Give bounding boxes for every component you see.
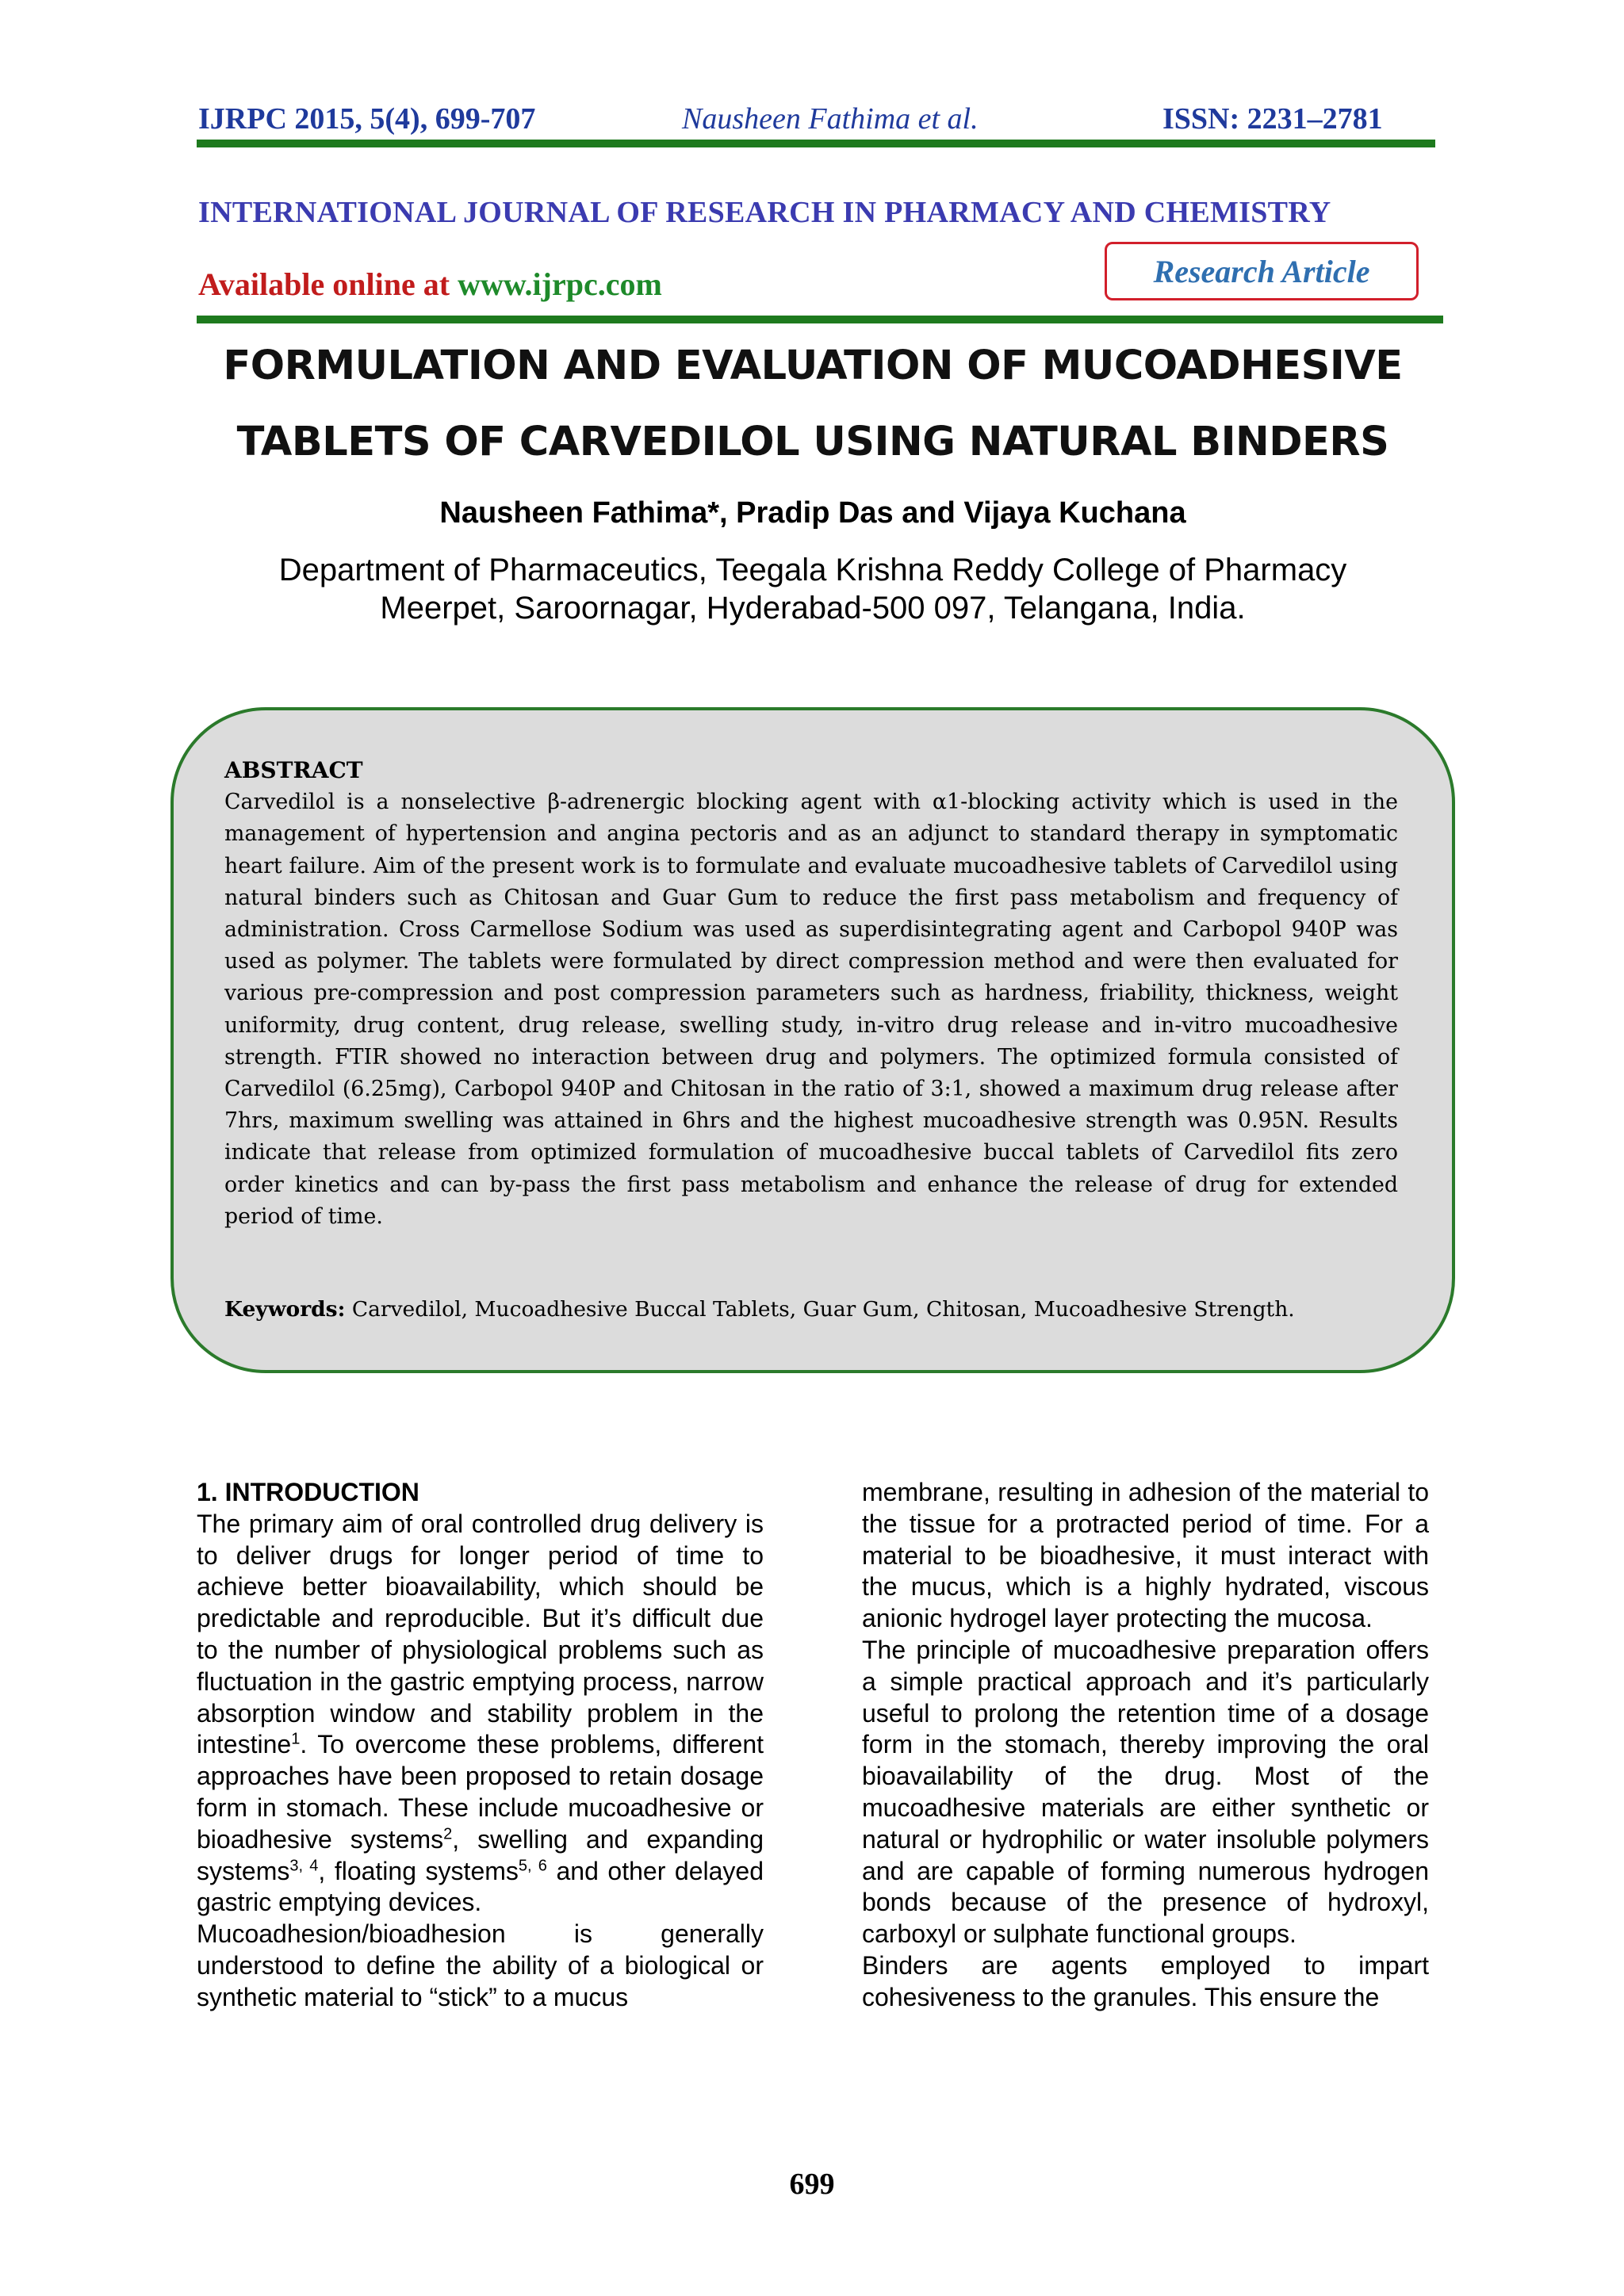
affiliation	[159, 551, 1467, 627]
intro-paragraph-3: The principle of mucoadhesive preparation offers a simple practical approach and it’s particularly useful to prolong the retention time of a dosage form in the stomach, thereby improving the oral bioavailability of the drug. Most of the mucoadhesive materials are either synthetic or natural or hydrophilic or water insoluble polymers and are capable of forming numerous hydrogen bonds because of the presence of hydroxyl, carboxyl or sulphate functional groups.	[862, 1635, 1429, 1949]
abstract-heading: ABSTRACT	[224, 757, 363, 783]
citation-ref: 5, 6	[518, 1856, 547, 1874]
available-online	[198, 266, 662, 303]
citation-ref: 3, 4	[289, 1856, 319, 1874]
body-column-right	[862, 1477, 1429, 2014]
article-type-badge: Research Article	[1105, 242, 1419, 300]
header-rule	[197, 140, 1435, 147]
keywords-label: Keywords:	[224, 1297, 346, 1322]
journal-name: INTERNATIONAL JOURNAL OF RESEARCH IN PHARMACY AND CHEMISTRY	[198, 196, 1331, 229]
intro-paragraph-2-continued: membrane, resulting in adhesion of the material to the tissue for a protracted period of time. For a material to be bioadhesive, it must interact with the mucus, which is a highly hydrated, viscous anionic hydrogel layer protecting the mucosa.	[862, 1478, 1429, 1633]
journal-url[interactable]: www.ijrpc.com	[458, 266, 662, 302]
page-number: 699	[789, 2168, 835, 2201]
affiliation-line1: Department of Pharmaceutics, Teegala Krishna Reddy College of Pharmacy	[278, 553, 1347, 587]
affiliation-line2: Meerpet, Saroornagar, Hyderabad-500 097, Telangana, India.	[380, 591, 1246, 626]
keywords-text: Carvedilol, Mucoadhesive Buccal Tablets, Guar Gum, Chitosan, Mucoadhesive Strength.	[351, 1297, 1295, 1322]
article-title-line2: TABLETS OF CARVEDILOL USING NATURAL BINDERS	[236, 419, 1389, 465]
body-column-left	[197, 1477, 764, 2014]
intro-paragraph-4: Binders are agents employed to impart cohesiveness to the granules. This ensure the	[862, 1950, 1429, 2011]
author-list: Nausheen Fathima*, Pradip Das and Vijaya Kuchana	[439, 496, 1186, 530]
article-title-line1: FORMULATION AND EVALUATION OF MUCOADHESIVE	[223, 342, 1403, 389]
intro-paragraph-1: The primary aim of oral controlled drug delivery is to deliver drugs for longer period of time to achieve better bioavailability, which should be predictable and reproducible. But it’s difficult due to the number of physiological problems such as fluctuation in the gastric emptying process, narrow absorption window and stability problem in the intestine$^1$. To overcome these problems, different approaches have been proposed to retain dosage form in stomach. These include mucoadhesive or bioadhesive systems$^2$, swelling and expanding systems$^{3, 4}$, floating systems$^{5, 6}$ and other delayed gastric emptying devices.	[197, 1509, 764, 1917]
header-authors: Nausheen Fathima et al.	[682, 102, 979, 136]
abstract	[224, 755, 1398, 1233]
citation-ref: 2	[443, 1825, 453, 1843]
journal-rule	[197, 316, 1443, 323]
citation-ref: 1	[291, 1730, 301, 1748]
citation: IJRPC 2015, 5(4), 699-707	[198, 102, 536, 136]
keywords	[224, 1297, 1398, 1322]
available-label: Available online at	[198, 266, 450, 302]
section-heading-introduction: 1. INTRODUCTION	[197, 1478, 419, 1506]
intro-paragraph-2: Mucoadhesion/bioadhesion is generally understood to define the ability of a biological or synthetic material to “stick” to a mucus	[197, 1919, 764, 2011]
issn: ISSN: 2231–2781	[1162, 102, 1383, 136]
abstract-text: Carvedilol is a nonselective β-adrenergic blocking agent with α1-blocking activity which is used in the management of hypertension and angina pectoris and as an adjunct to standard therapy in symptomatic heart failure. Aim of the present work is to formulate and evaluate mucoadhesive tablets of Carvedilol using natural binders such as Chitosan and Guar Gum to reduce the first pass metabolism and frequency of administration. Cross Carmellose Sodium was used as superdisintegrating agent and Carbopol 940P was used as polymer. The tablets were formulated by direct compression method and were then evaluated for various pre-compression and post compression parameters such as hardness, friability, thickness, weight uniformity, drug content, drug release, swelling study, in-vitro drug release and in-vitro mucoadhesive strength. FTIR showed no interaction between drug and polymers. The optimized formula consisted of Carvedilol (6.25mg), Carbopol 940P and Chitosan in the ratio of 3:1, showed a maximum drug release after 7hrs, maximum swelling was attained in 6hrs and the highest mucoadhesive strength was 0.95N. Results indicate that release from optimized formulation of mucoadhesive buccal tablets of Carvedilol fits zero order kinetics and can by-pass the first pass metabolism and enhance the release of drug for extended period of time.	[224, 790, 1398, 1229]
